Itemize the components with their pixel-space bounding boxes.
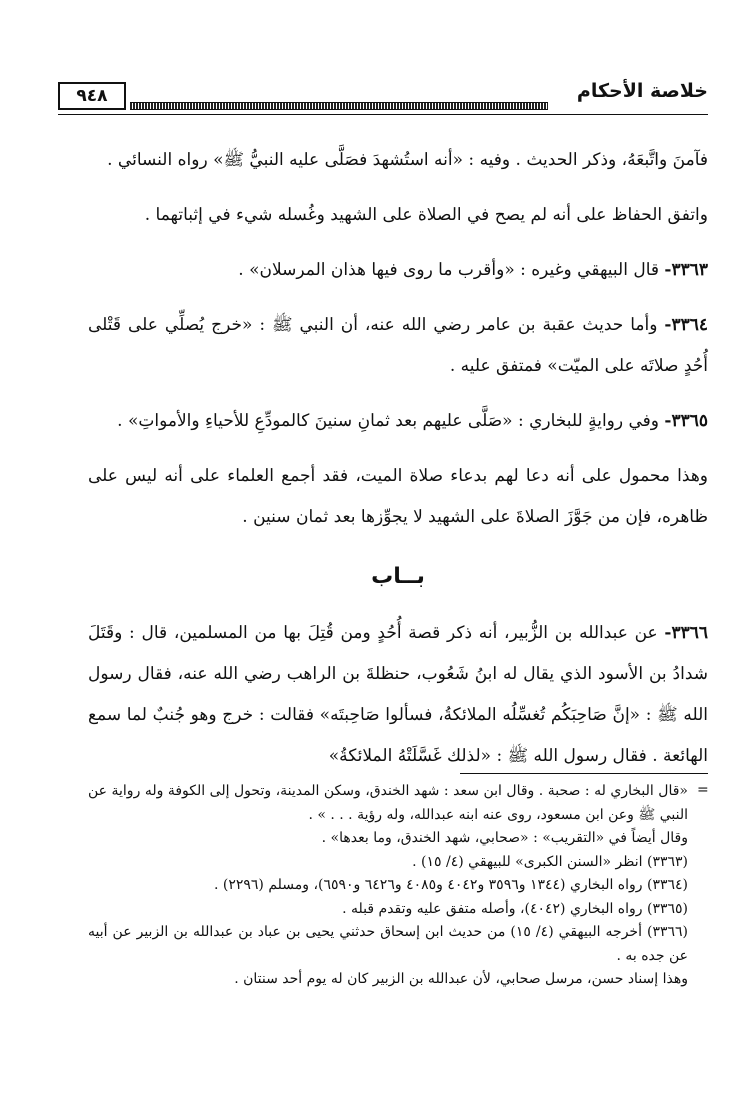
- footnote: (٣٣٦٥) رواه البخاري (٤٠٤٢)، وأصله متفق عليه وتقدم قبله .: [342, 900, 688, 917]
- hadith-3363: ٣٣٦٣- قال البيهقي وغيره : «وأقرب ما روى فيها هذان المرسلان» .: [238, 260, 708, 280]
- footnote: وقال أيضاً في «التقريب» : «صحابي، شهد الخندق، وما بعدها» .: [321, 830, 688, 846]
- footnote: (٣٣٦٦) أخرجه البيهقي (٤/ ١٥) من حديث ابن إسحاق حدثني يحيى بن عباد بن عبدالله بن الزبير عن أبيه عن جده به .: [88, 924, 689, 964]
- paragraph: فآمنَ واتَّبعَهُ، وذكر الحديث . وفيه : «أنه استُشهدَ فصَلَّى عليه النبيُّ ﷺ» رواه النسائي .: [107, 150, 708, 170]
- footnote: (٣٣٦٣) انظر «السنن الكبرى» للبيهقي (٤/ ١٥) .: [412, 853, 688, 870]
- header-underline: [58, 114, 708, 115]
- footnote: (٣٣٦٤) رواه البخاري (١٣٤٤ و٣٥٩٦ و٤٠٤٢ و٤٠٨٥ و٦٤٢٦ و٦٥٩٠)، ومسلم (٢٢٩٦) .: [213, 877, 688, 893]
- main-text: [88, 140, 708, 791]
- header-ornament-rule: [130, 102, 548, 110]
- paragraph: واتفق الحفاظ على أنه لم يصح في الصلاة على الشهيد وغُسله شيء في إثباتهما .: [144, 205, 708, 225]
- footnote: «قال البخاري له : صحبة . وقال ابن سعد : شهد الخندق، وسكن المدينة، وتحول إلى الكوفة وله رواية عن النبي ﷺ وعن ابن مسعود، روى عنه ابنه عبدالله، وله رؤية . . . » .: [88, 783, 688, 823]
- hadith-3366: ٣٣٦٦- عن عبدالله بن الزُّبير، أنه ذكر قصة أُحُدٍ ومن قُتِلَ بها من المسلمين، قال : وقَتَلَ شدادُ بن الأسود الذي يقال له ابنُ شَعُوب، حنظلةَ بن الراهب رضي الله عنه، فقال رسول الله ﷺ : «إنَّ صَاحِبَكُم تُغسِّلُه الملائكةُ، فسألوا صَاحِبتَه» فقالت : خرج وهو جُنبٌ لما سمع الهائعة . فقال رسول الله ﷺ : «لذلك غَسَّلَتْهُ الملائكةُ»: [88, 623, 708, 766]
- hadith-3365: ٣٣٦٥- وفي روايةٍ للبخاري : «صَلَّى عليهم بعد ثمانِ سنينَ كالمودِّعِ للأحياءِ والأمواتِ» .: [117, 411, 708, 431]
- footnote-separator: [460, 773, 708, 774]
- footnotes: [88, 780, 688, 992]
- page-number: ٩٤٨: [58, 82, 126, 110]
- hadith-3364: ٣٣٦٤- وأما حديث عقبة بن عامر رضي الله عنه، أن النبي ﷺ : «خرج يُصلِّي على قَتْلى أُحُدٍ صلاتَه على الميّت» فمتفق عليه .: [88, 315, 708, 376]
- footnote-continuation-marker: =: [697, 782, 709, 798]
- commentary: وهذا محمول على أنه دعا لهم بدعاء صلاة الميت، فقد أجمع العلماء على أنه ليس على ظاهره، فإن من جَوَّزَ الصلاةَ على الشهيد لا يجوِّزها بعد ثمان سنين .: [88, 466, 708, 527]
- running-title: خلاصة الأحكام: [576, 80, 708, 102]
- footnote: وهذا إسناد حسن، مرسل صحابي، لأن عبدالله بن الزبير كان له يوم أحد سنتان .: [234, 971, 688, 987]
- page-header: [58, 80, 708, 126]
- section-heading: بــاب: [371, 564, 425, 589]
